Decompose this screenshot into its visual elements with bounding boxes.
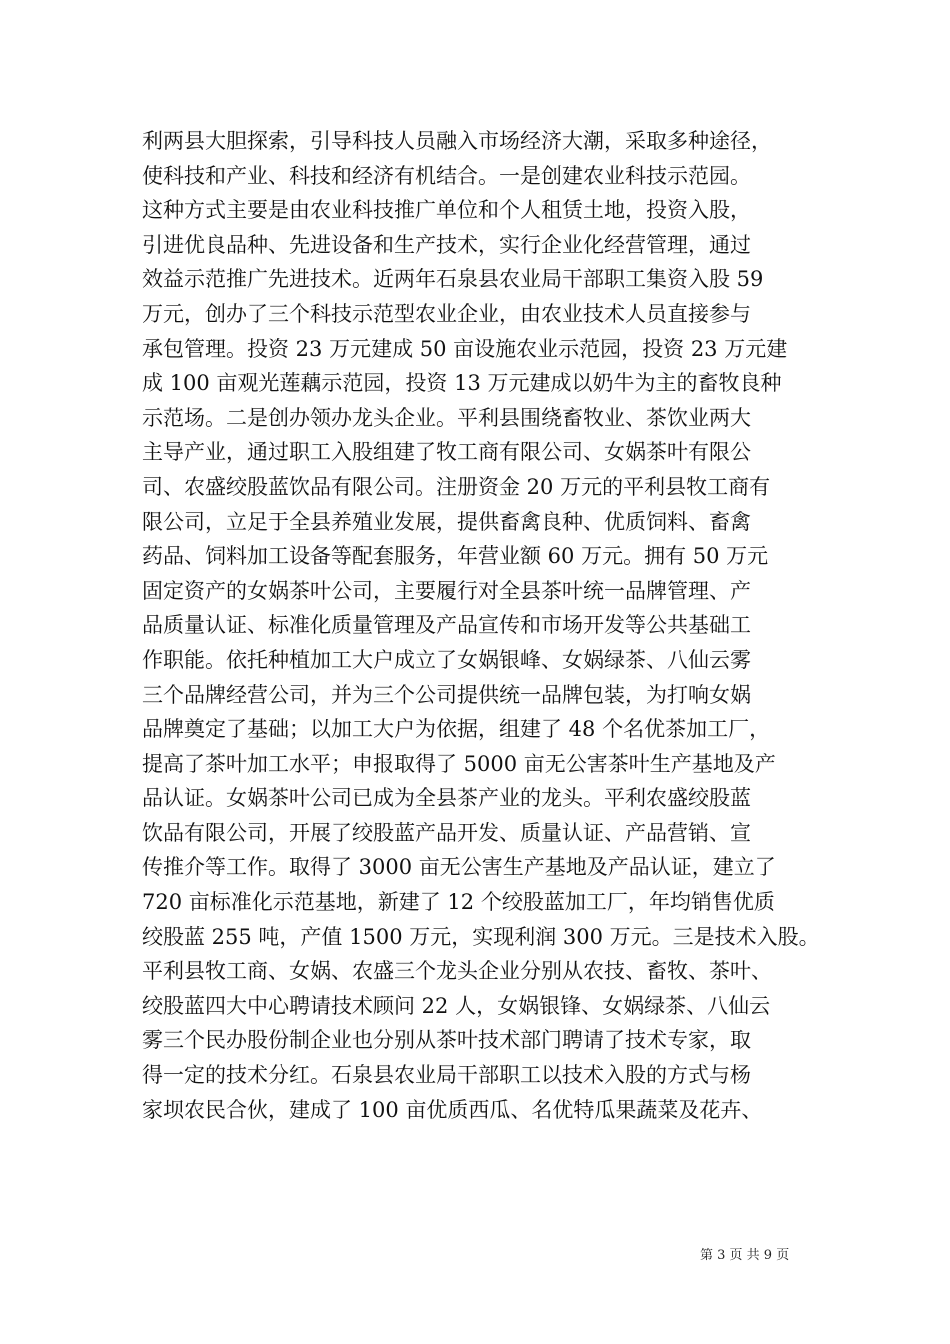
text-line: 品认证。女娲茶叶公司已成为全县茶产业的龙头。平利农盛绞股蓝 [142,786,751,811]
text-line: 绞股蓝 255 吨，产值 1500 万元，实现利润 300 万元。三是技术入股。 [142,924,820,949]
text-line: 引进优良品种、先进设备和生产技术，实行企业化经营管理，通过 [142,232,751,257]
text-line: 品牌奠定了基础；以加工大户为依据，组建了 48 个名优茶加工厂， [142,717,771,742]
text-line: 主导产业，通过职工入股组建了牧工商有限公司、女娲茶叶有限公 [142,440,751,465]
text-line: 绞股蓝四大中心聘请技术顾问 22 人，女娲银锋、女娲绿茶、八仙云 [142,993,771,1018]
text-line: 这种方式主要是由农业科技推广单位和个人租赁土地，投资入股， [142,198,751,223]
body-text [142,124,822,1127]
text-line: 720 亩标准化示范基地，新建了 12 个绞股蓝加工厂，年均销售优质 [142,890,775,915]
text-line: 固定资产的女娲茶叶公司，主要履行对全县茶叶统一品牌管理、产 [142,578,751,603]
text-line: 平利县牧工商、女娲、农盛三个龙头企业分别从农技、畜牧、茶叶、 [142,959,772,984]
text-line: 成 100 亩观光莲藕示范园，投资 13 万元建成以奶牛为主的畜牧良种 [142,371,782,396]
text-line: 三个品牌经营公司，并为三个公司提供统一品牌包装，为打响女娲 [142,682,751,707]
text-line: 效益示范推广先进技术。近两年石泉县农业局干部职工集资入股 59 [142,267,764,292]
text-line: 示范场。二是创办领办龙头企业。平利县围绕畜牧业、茶饮业两大 [142,405,751,430]
text-line: 雾三个民办股份制企业也分别从茶叶技术部门聘请了技术专家，取 [142,1028,751,1053]
text-line: 司、农盛绞股蓝饮品有限公司。注册资金 20 万元的平利县牧工商有 [142,474,771,499]
text-line: 饮品有限公司，开展了绞股蓝产品开发、质量认证、产品营销、宣 [142,820,751,845]
page-number: 第 3 页 共 9 页 [700,1248,790,1263]
text-line: 提高了茶叶加工水平；申报取得了 5000 亩无公害茶叶生产基地及产 [142,751,776,776]
text-line: 万元，创办了三个科技示范型农业企业，由农业技术人员直接参与 [142,301,751,326]
text-line: 作职能。依托种植加工大户成立了女娲银峰、女娲绿茶、八仙云雾 [142,647,751,672]
text-line: 家坝农民合伙，建成了 100 亩优质西瓜、名优特瓜果蔬菜及花卉、 [142,1097,763,1122]
text-line: 限公司，立足于全县养殖业发展，提供畜禽良种、优质饲料、畜禽 [142,509,751,534]
text-line: 承包管理。投资 23 万元建成 50 亩设施农业示范园，投资 23 万元建 [142,336,788,361]
text-line: 得一定的技术分红。石泉县农业局干部职工以技术入股的方式与杨 [142,1063,751,1088]
text-line: 药品、饲料加工设备等配套服务，年营业额 60 万元。拥有 50 万元 [142,544,769,569]
text-line: 使科技和产业、科技和经济有机结合。一是创建农业科技示范园。 [142,163,751,188]
text-line: 品质量认证、标准化质量管理及产品宣传和市场开发等公共基础工 [142,613,751,638]
text-line: 利两县大胆探索，引导科技人员融入市场经济大潮，采取多种途径， [142,129,772,153]
text-line: 传推介等工作。取得了 3000 亩无公害生产基地及产品认证，建立了 [142,855,776,880]
